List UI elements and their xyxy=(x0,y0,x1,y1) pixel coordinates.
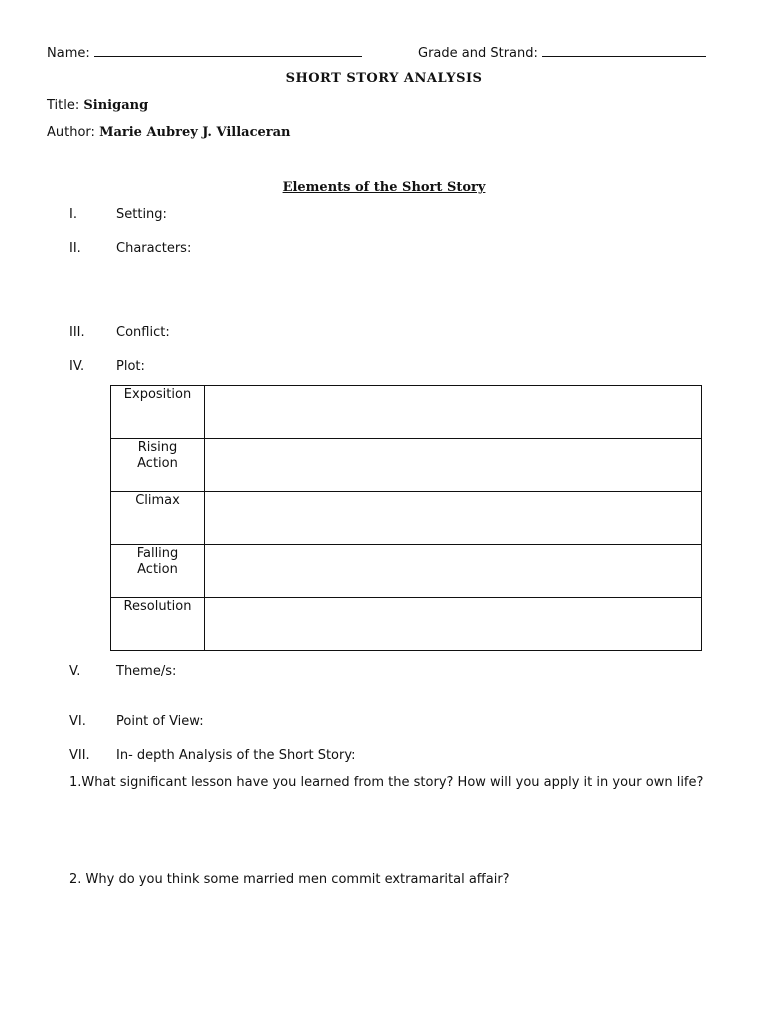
table-row xyxy=(111,492,702,545)
element-number: V. xyxy=(69,664,81,679)
plot-stage-cell xyxy=(111,598,205,651)
plot-stage-label: Climax xyxy=(135,493,180,508)
story-author-line xyxy=(47,125,291,140)
element-label: In- depth Analysis of the Short Story: xyxy=(116,748,356,763)
plot-stage-cell xyxy=(111,492,205,545)
plot-answer-cell[interactable] xyxy=(205,545,702,598)
plot-answer-cell[interactable] xyxy=(205,598,702,651)
plot-answer-cell[interactable] xyxy=(205,492,702,545)
element-number: III. xyxy=(69,325,85,340)
plot-answer-cell[interactable] xyxy=(205,386,702,439)
story-title-line xyxy=(47,98,148,113)
element-label: Theme/s: xyxy=(116,664,177,679)
element-number: IV. xyxy=(69,359,85,374)
element-number: VII. xyxy=(69,748,90,763)
story-title-label: Title: xyxy=(47,98,80,113)
table-row xyxy=(111,598,702,651)
element-label: Setting: xyxy=(116,207,167,222)
story-title-value: Sinigang xyxy=(83,98,149,113)
element-label: Characters: xyxy=(116,241,192,256)
plot-stage-cell xyxy=(111,545,205,598)
doc-title: SHORT STORY ANALYSIS xyxy=(285,71,483,86)
story-author-value: Marie Aubrey J. Villaceran xyxy=(99,125,291,140)
plot-stage-label: Resolution xyxy=(123,599,192,614)
plot-table xyxy=(110,385,702,651)
table-row xyxy=(111,545,702,598)
table-row xyxy=(111,386,702,439)
plot-stage-label-line2: Action xyxy=(137,456,178,471)
element-label: Conflict: xyxy=(116,325,170,340)
element-number: VI. xyxy=(69,714,86,729)
grade-strand-field[interactable] xyxy=(418,44,706,61)
plot-stage-label: Exposition xyxy=(123,387,192,402)
plot-stage-label-line2: Action xyxy=(137,562,178,577)
plot-stage-cell xyxy=(111,386,205,439)
plot-answer-cell[interactable] xyxy=(205,439,702,492)
plot-stage-label: Rising xyxy=(137,440,178,455)
element-number: I. xyxy=(69,207,77,222)
question-2: 2. Why do you think some married men commit extramarital affair? xyxy=(69,872,510,887)
element-label: Plot: xyxy=(116,359,145,374)
element-label: Point of View: xyxy=(116,714,204,729)
grade-strand-blank[interactable] xyxy=(542,44,706,57)
table-row xyxy=(111,439,702,492)
section-heading: Elements of the Short Story xyxy=(282,180,486,195)
name-blank[interactable] xyxy=(94,44,362,57)
story-author-label: Author: xyxy=(47,125,95,140)
name-field[interactable] xyxy=(47,44,362,61)
element-number: II. xyxy=(69,241,81,256)
name-label: Name: xyxy=(47,46,90,61)
grade-strand-label: Grade and Strand: xyxy=(418,46,538,61)
plot-stage-label: Falling xyxy=(136,546,179,561)
plot-stage-cell xyxy=(111,439,205,492)
question-1: 1.What significant lesson have you learned from the story? How will you apply it in your own life? xyxy=(69,775,704,790)
